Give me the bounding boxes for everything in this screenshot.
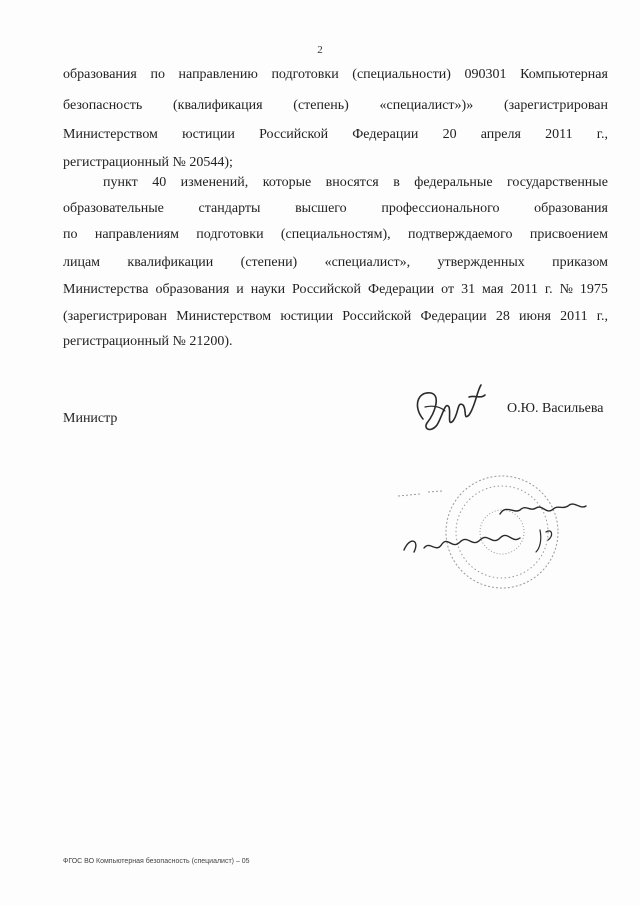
signatory-title: Министр: [63, 411, 118, 426]
word: утвержденных: [437, 255, 525, 270]
word: присвоением: [529, 227, 608, 242]
word: (зарегистрирован: [63, 309, 167, 324]
word: изменений,: [180, 175, 249, 190]
paragraph2-line3: [63, 226, 608, 244]
word: федеральные: [414, 175, 493, 190]
word: апреля: [480, 127, 521, 142]
word: стандарты: [198, 201, 261, 216]
document-footer: ФГОС ВО Компьютерная безопасность (специалист) – 05: [63, 858, 250, 865]
word: (специальностям),: [280, 227, 391, 242]
word: юстиции: [280, 309, 334, 324]
word: г.,: [596, 309, 608, 324]
word: 28: [495, 309, 510, 324]
word: Министерства: [63, 282, 149, 297]
word: 31: [461, 282, 476, 297]
word: Компьютерная: [520, 67, 608, 82]
paragraph2-line6: [63, 308, 608, 326]
word: по: [63, 227, 78, 242]
paragraph1-line4: регистрационный № 20544);: [63, 155, 233, 170]
word: по: [150, 67, 165, 82]
word: от: [441, 282, 455, 297]
word: пункт: [103, 175, 138, 190]
word: науки: [250, 282, 286, 297]
word: Российской: [259, 127, 329, 142]
paragraph1-line2: [63, 97, 608, 115]
word: Министерством: [63, 127, 158, 142]
word: (степени): [240, 255, 298, 270]
word: подготовки: [271, 67, 339, 82]
word: (квалификация: [173, 98, 263, 113]
word: (степень): [293, 98, 349, 113]
word: (зарегистрирован: [503, 98, 608, 113]
word: №: [559, 282, 573, 297]
handwritten-signature: [405, 377, 495, 447]
paragraph2-line4: [63, 254, 608, 272]
word: подготовки: [196, 227, 264, 242]
word: образовательные: [63, 201, 164, 216]
signatory-name: О.Ю. Васильева: [507, 401, 604, 416]
word: квалификации: [127, 255, 214, 270]
word: 2011: [545, 127, 573, 142]
word: г.,: [596, 127, 608, 142]
certification-stamp: [390, 470, 610, 600]
word: в: [393, 175, 400, 190]
word: приказом: [552, 255, 608, 270]
paragraph1-line3: [63, 126, 608, 144]
word: безопасность: [63, 98, 143, 113]
paragraph1-line1: [63, 66, 608, 84]
word: 2011: [510, 282, 538, 297]
word: профессионального: [381, 201, 500, 216]
word: образования: [63, 67, 137, 82]
word: 1975: [579, 282, 608, 297]
word: Федерации: [368, 282, 435, 297]
word: образования: [534, 201, 608, 216]
stamp-seal: [446, 476, 558, 588]
word: Российской: [342, 309, 412, 324]
word: вносятся: [325, 175, 379, 190]
word: высшего: [295, 201, 347, 216]
word: 40: [152, 175, 167, 190]
word: и: [236, 282, 244, 297]
paragraph2-line7: регистрационный № 21200).: [63, 334, 233, 349]
page-number: 2: [317, 44, 323, 56]
word: Федерации: [420, 309, 487, 324]
word: (специальности): [352, 67, 451, 82]
word: «специалист»)»: [379, 98, 474, 113]
word: образования: [155, 282, 230, 297]
word: г.: [544, 282, 553, 297]
word: 090301: [464, 67, 507, 82]
word: Российской: [292, 282, 362, 297]
word: июня: [519, 309, 551, 324]
word: направлениям: [94, 227, 179, 242]
word: 20: [442, 127, 457, 142]
word: подтверждаемого: [407, 227, 513, 242]
word: 2011: [560, 309, 588, 324]
word: которые: [262, 175, 312, 190]
word: государственные: [507, 175, 608, 190]
word: Федерации: [352, 127, 419, 142]
word: лицам: [63, 255, 101, 270]
word: юстиции: [182, 127, 235, 142]
word: мая: [482, 282, 504, 297]
word: направлению: [178, 67, 258, 82]
word: «специалист»,: [324, 255, 411, 270]
paragraph2-line5: [63, 281, 608, 299]
paragraph2-line1: [103, 174, 608, 192]
paragraph2-line2: [63, 200, 608, 218]
word: Министерством: [176, 309, 272, 324]
